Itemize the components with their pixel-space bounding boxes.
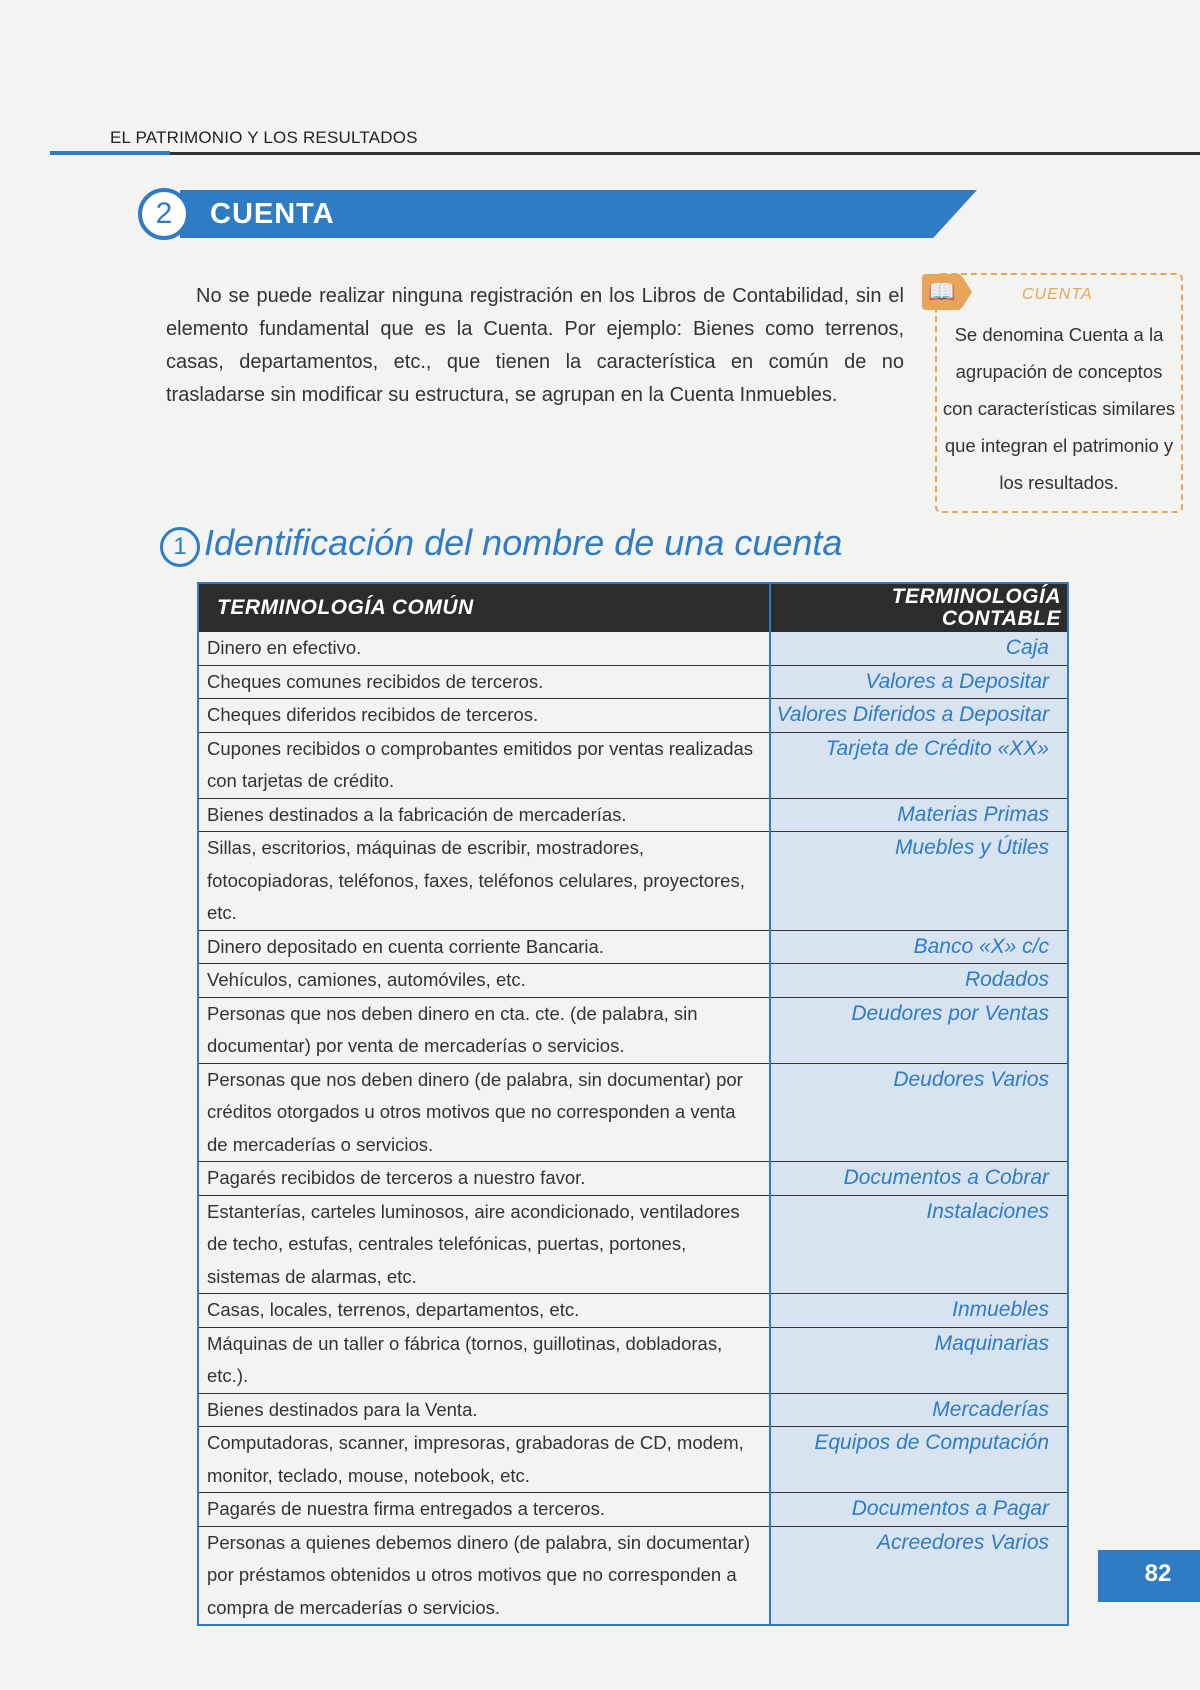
table-row [198, 1294, 1068, 1328]
common-term-cell: Personas que nos deben dinero en cta. cte. (de palabra, sin documentar) por venta de mercaderías o servicios. [198, 997, 770, 1063]
common-term-cell: Bienes destinados para la Venta. [198, 1393, 770, 1427]
table-row [198, 732, 1068, 798]
common-term-cell: Cupones recibidos o comprobantes emitidos por ventas realizadas con tarjetas de crédito. [198, 732, 770, 798]
table-row [198, 832, 1068, 931]
account-name-cell: Inmuebles [770, 1294, 1068, 1328]
account-name-cell: Mercaderías [770, 1393, 1068, 1427]
table-row [198, 1526, 1068, 1625]
account-name-cell: Materias Primas [770, 798, 1068, 832]
table-row [198, 699, 1068, 733]
table-row [198, 1427, 1068, 1493]
account-name-cell: Tarjeta de Crédito «XX» [770, 732, 1068, 798]
common-term-cell: Personas a quienes debemos dinero (de palabra, sin documentar) por préstamos obtenidos u otros motivos que no corresponden a compra de mercaderías o servicios. [207, 1531, 750, 1618]
account-name-cell: Rodados [770, 964, 1068, 998]
accounting-terminology-header: TERMINOLOGÍA CONTABLE [770, 583, 1068, 632]
table-row [198, 1393, 1068, 1427]
definition-note-text: Se denomina Cuenta a la agrupación de conceptos con características similares que integran el patrimonio y los resultados. [942, 324, 1176, 493]
table-row [198, 1195, 1068, 1294]
common-term-cell: Cheques comunes recibidos de terceros. [198, 665, 770, 699]
table-row [198, 1493, 1068, 1527]
common-term-cell: Dinero en efectivo. [198, 632, 770, 665]
common-term-cell: Computadoras, scanner, impresoras, grabadoras de CD, modem, monitor, teclado, mouse, notebook, etc. [198, 1427, 770, 1493]
subsection-number-badge: 1 [160, 527, 200, 567]
table-row [198, 1063, 1068, 1162]
account-name-cell: Documentos a Cobrar [770, 1162, 1068, 1196]
account-name-cell: Muebles y Útiles [770, 832, 1068, 931]
terminology-table [197, 582, 1069, 1626]
definition-note-title: CUENTA [1022, 286, 1093, 303]
account-name-cell: Documentos a Pagar [770, 1493, 1068, 1527]
common-term-cell: Cheques diferidos recibidos de terceros. [198, 699, 770, 733]
header-divider-accent [50, 151, 170, 155]
table-row [198, 665, 1068, 699]
account-name-cell: Maquinarias [770, 1327, 1068, 1393]
common-term-cell: Casas, locales, terrenos, departamentos, etc. [198, 1294, 770, 1328]
common-term-cell: Estanterías, carteles luminosos, aire acondicionado, ventiladores de techo, estufas, centrales telefónicas, puertas, portones, sistemas de alarmas, etc. [198, 1195, 770, 1294]
common-term-cell: Vehículos, camiones, automóviles, etc. [198, 964, 770, 998]
account-name-cell: Acreedores Varios [770, 1526, 1068, 1625]
table-row [198, 1162, 1068, 1196]
account-name-cell: Banco «X» c/c [770, 930, 1068, 964]
table-row [198, 997, 1068, 1063]
account-name-cell: Valores Diferidos a Depositar [770, 699, 1068, 733]
common-term-cell: Pagarés recibidos de terceros a nuestro favor. [198, 1162, 770, 1196]
table-row [198, 1327, 1068, 1393]
account-name-cell: Instalaciones [770, 1195, 1068, 1294]
subsection-title: Identificación del nombre de una cuenta [204, 522, 843, 563]
section-number-badge: 2 [138, 188, 190, 240]
account-name-cell: Deudores por Ventas [770, 997, 1068, 1063]
common-term-cell: Máquinas de un taller o fábrica (tornos, guillotinas, dobladoras, etc.). [198, 1327, 770, 1393]
common-term-cell: Pagarés de nuestra firma entregados a terceros. [198, 1493, 770, 1527]
page-header-title: EL PATRIMONIO Y LOS RESULTADOS [110, 128, 418, 147]
page-number: 82 [1144, 1560, 1172, 1587]
account-name-cell: Caja [770, 632, 1068, 665]
account-name-cell: Valores a Depositar [770, 665, 1068, 699]
section-title: CUENTA [210, 198, 335, 230]
common-terminology-header: TERMINOLOGÍA COMÚN [198, 583, 770, 632]
header-divider [50, 152, 1200, 155]
table-row [198, 632, 1068, 665]
page-number-tab [1098, 1550, 1200, 1602]
account-name-cell: Deudores Varios [770, 1063, 1068, 1162]
table-header-row [198, 583, 1068, 632]
table-row [198, 964, 1068, 998]
common-term-cell: Sillas, escritorios, máquinas de escribir, mostradores, fotocopiadoras, teléfonos, faxes, teléfonos celulares, proyectores, etc. [198, 832, 770, 931]
book-icon: 📖 [922, 274, 962, 310]
table-row [198, 798, 1068, 832]
account-name-cell: Equipos de Computación [770, 1427, 1068, 1493]
common-term-cell: Bienes destinados a la fabricación de mercaderías. [198, 798, 770, 832]
table-row [198, 930, 1068, 964]
common-term-cell: Dinero depositado en cuenta corriente Bancaria. [198, 930, 770, 964]
intro-paragraph: No se puede realizar ninguna registración en los Libros de Contabilidad, sin el elemento fundamental que es la Cuenta. Por ejemplo: Bienes como terrenos, casas, departamentos, etc., que tienen la característica en común de no trasladarse sin modificar su estructura, se agrupan en la Cuenta Inmuebles. [166, 285, 904, 406]
common-term-cell: Personas que nos deben dinero (de palabra, sin documentar) por créditos otorgados u otros motivos que no corresponden a venta de mercaderías o servicios. [198, 1063, 770, 1162]
